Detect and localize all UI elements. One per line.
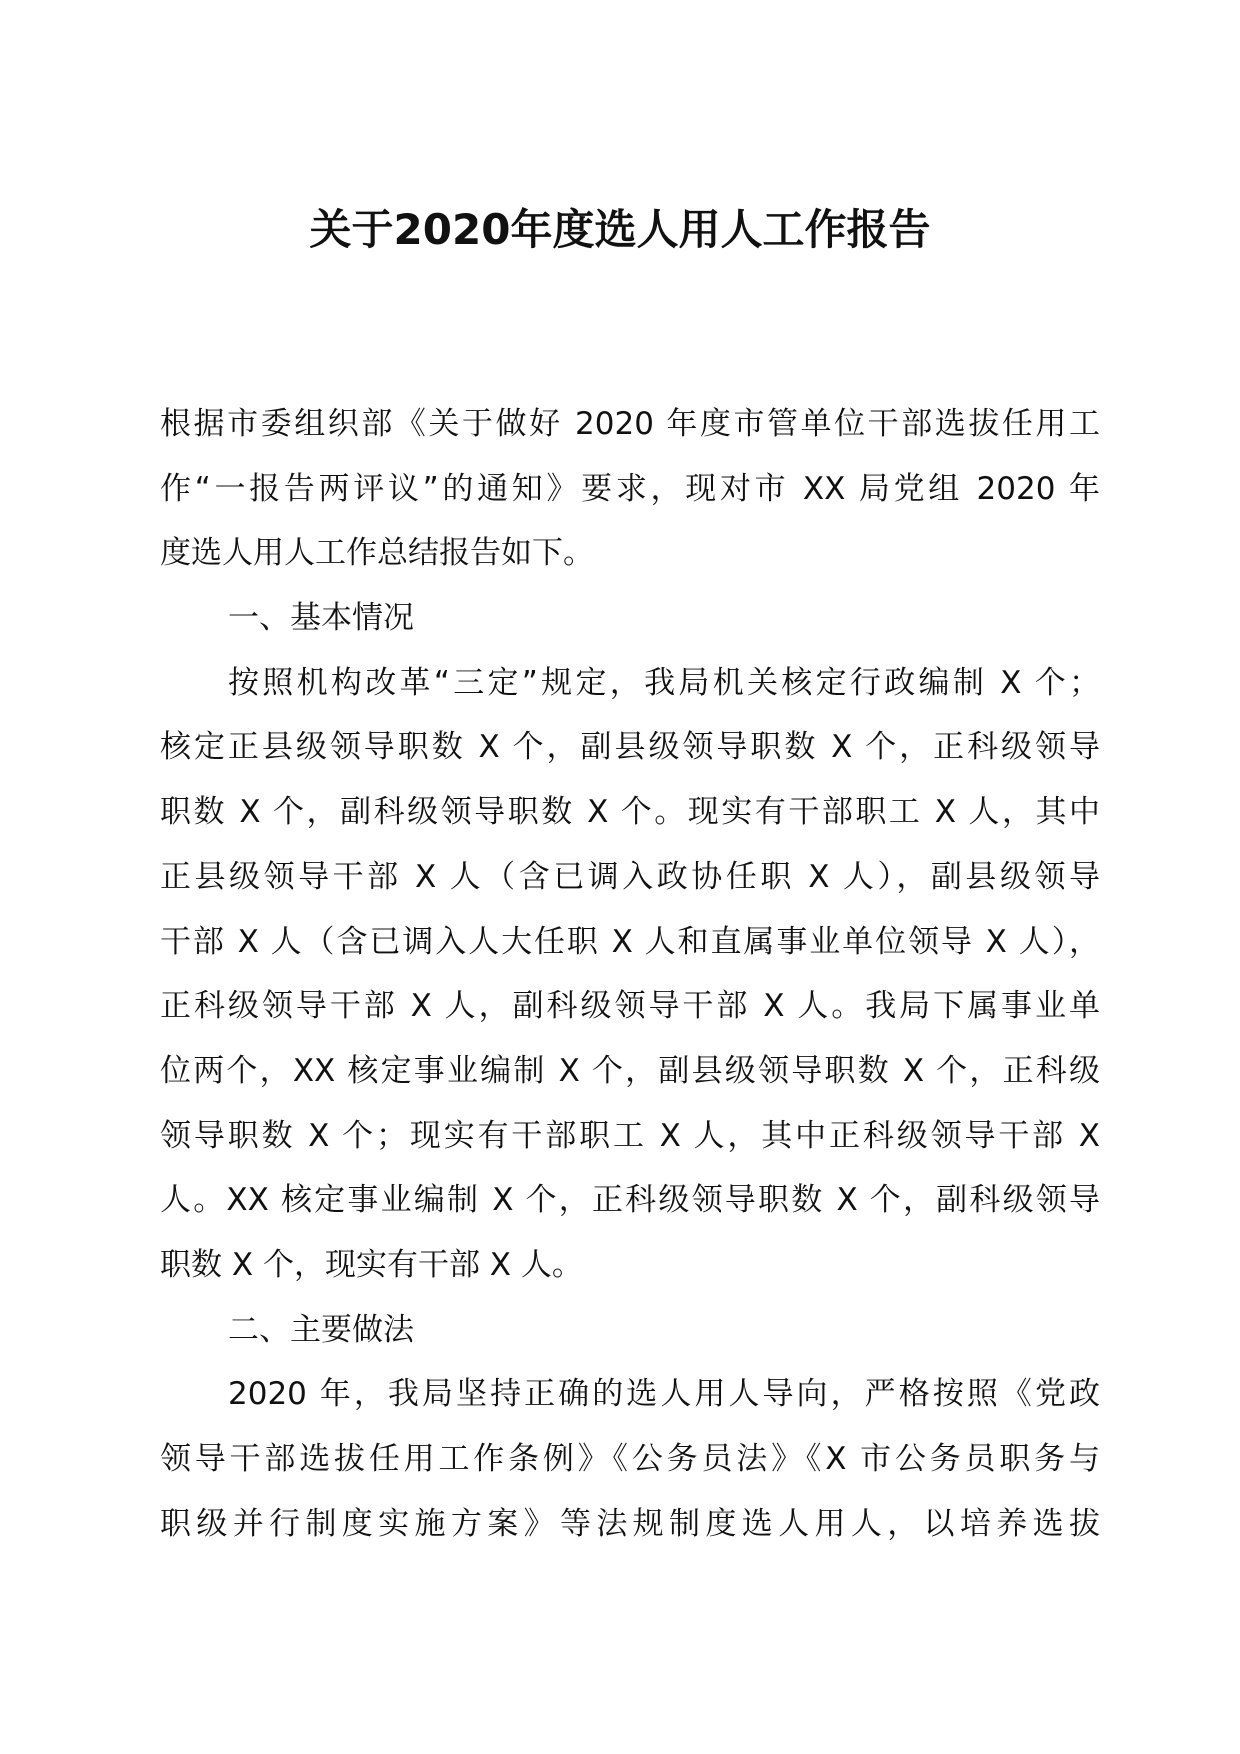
body-line: 干部 X 人（含已调入人大任职 X 人和直属事业单位领导 X 人）， [160, 923, 1100, 960]
body-line: 核定正县级领导职数 X 个，副县级领导职数 X 个，正科级领导 [160, 729, 1100, 766]
body-line: 按照机构改革“三定”规定，我局机关核定行政编制 X 个； [228, 664, 1101, 701]
body-line: 职级并行制度实施方案》等法规制度选人用人，以培养选拔 [160, 1505, 1100, 1542]
body-line: 领导干部选拔任用工作条例》《公务员法》《X 市公务员职务与 [160, 1441, 1100, 1477]
body-line: 正科级领导干部 X 人，副科级领导干部 X 人。我局下属事业单 [160, 988, 1100, 1025]
body-line: 位两个，XX 核定事业编制 X 个，副县级领导职数 X 个，正科级 [160, 1052, 1100, 1089]
document-title: 关于2020年度选人用人工作报告 [309, 205, 931, 254]
body-line: 正县级领导干部 X 人（含已调入政协任职 X 人），副县级领导 [160, 858, 1100, 895]
section-heading: 一、基本情况 [228, 600, 414, 637]
body-line: 职数 X 个，副科级领导职数 X 个。现实有干部职工 X 人，其中 [160, 794, 1100, 831]
body-line: 根据市委组织部《关于做好 2020 年度市管单位干部选拔任用工 [160, 406, 1100, 442]
document-body [160, 392, 1100, 1556]
body-line: 2020 年，我局坚持正确的选人用人导向，严格按照《党政 [228, 1376, 1100, 1413]
body-line: 领导职数 X 个；现实有干部职工 X 人，其中正科级领导干部 X [160, 1117, 1100, 1154]
body-line: 度选人用人工作总结报告如下。 [160, 535, 594, 572]
section-heading: 二、主要做法 [228, 1311, 414, 1348]
body-line: 作“一报告两评议”的通知》要求，现对市 XX 局党组 2020 年 [160, 470, 1100, 507]
body-line: 人。XX 核定事业编制 X 个，正科级领导职数 X 个，副科级领导 [160, 1182, 1100, 1219]
body-line: 职数 X 个，现实有干部 X 人。 [160, 1246, 583, 1283]
